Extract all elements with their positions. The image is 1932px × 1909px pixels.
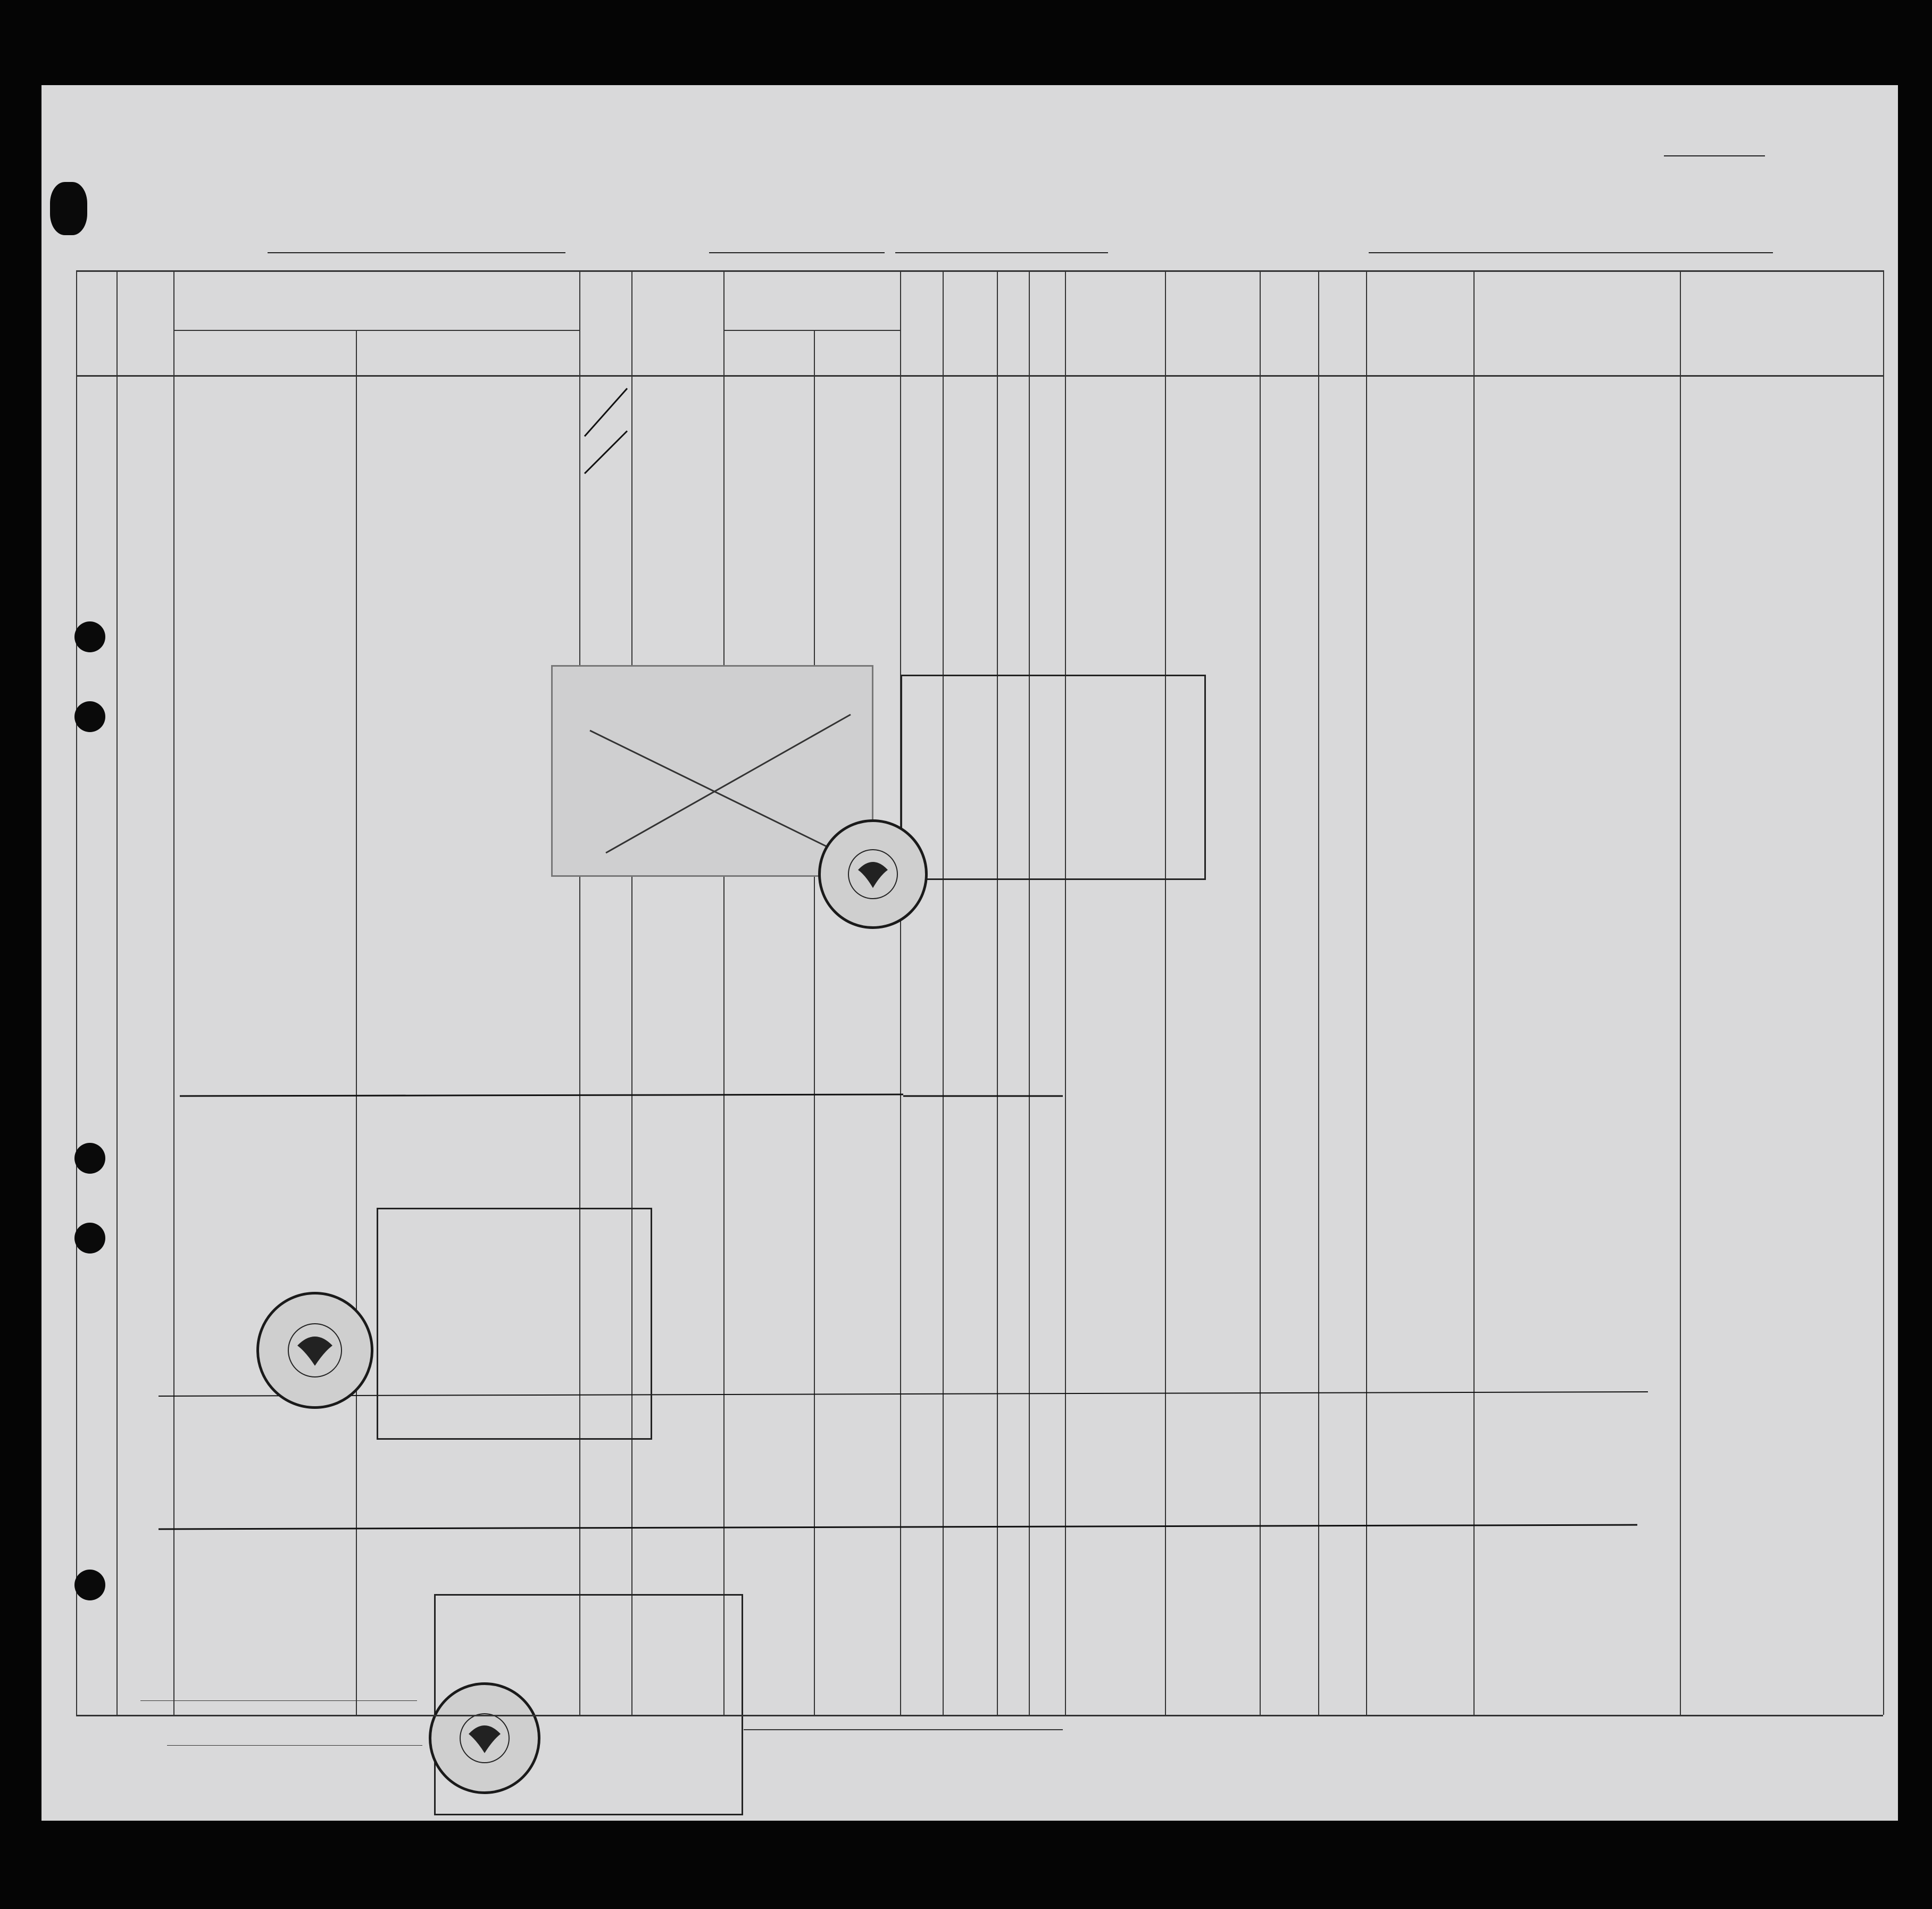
binding-hole-4 [74, 1143, 105, 1174]
binding-hole-6 [74, 1570, 105, 1600]
binding-hole-3 [74, 701, 105, 732]
strike-lines [41, 85, 1898, 1821]
eagle-seal-icon-2 [259, 1294, 371, 1406]
binding-hole-5 [74, 1223, 105, 1254]
athens-seal-emblem [429, 1682, 540, 1794]
manifest-sheet [41, 85, 1898, 1821]
binding-hole-2 [74, 621, 105, 652]
eagle-seal-icon-3 [431, 1685, 538, 1791]
footer-rule [76, 1715, 1883, 1716]
binding-hole-1 [50, 182, 87, 235]
alexandria-stamp [377, 1208, 652, 1440]
closed-249 [116, 1542, 180, 1573]
inspector-line [744, 1729, 1063, 1730]
alexandria-seal-emblem [256, 1292, 373, 1409]
footer-agents-underline [167, 1745, 422, 1746]
footer-line-underline [140, 1700, 417, 1701]
